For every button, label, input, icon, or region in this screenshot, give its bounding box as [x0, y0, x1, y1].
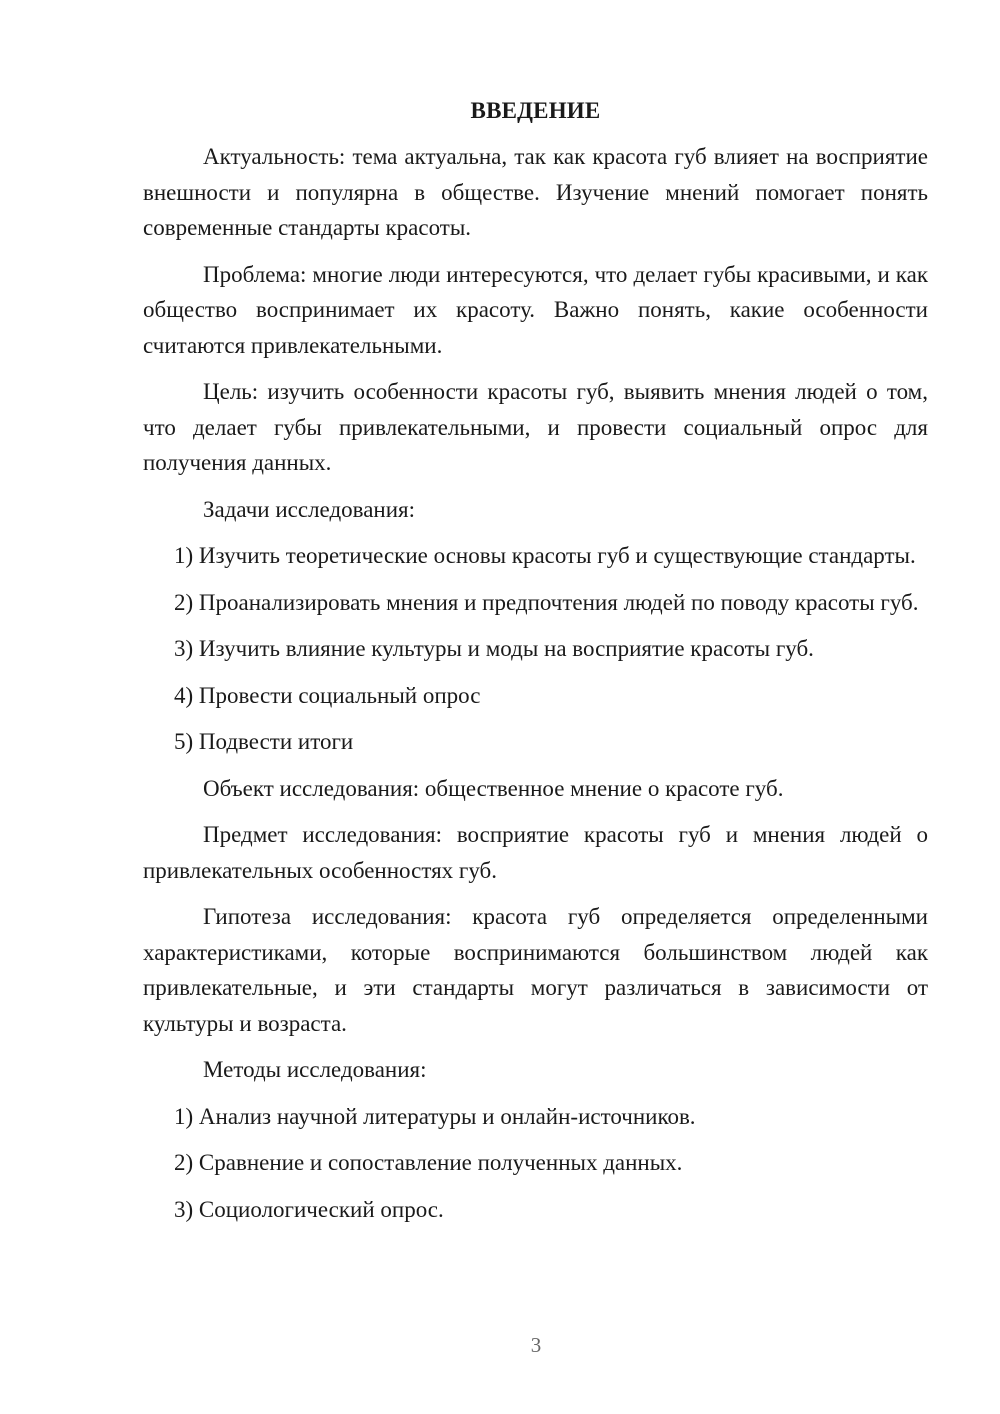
relevance-paragraph: Актуальность: тема актуальна, так как красота губ влияет на восприятие внешности и популярна в обществе. Изучение мнений помогает понять современные стандарты красоты.	[143, 144, 928, 240]
object-paragraph: Объект исследования: общественное мнение о красоте губ.	[203, 775, 784, 801]
task-item-4: 4) Провести социальный опрос	[174, 682, 481, 708]
method-item-3: 3) Социологический опрос.	[174, 1196, 444, 1222]
task-item-5: 5) Подвести итоги	[174, 729, 354, 754]
hypothesis-paragraph: Гипотеза исследования: красота губ определяется определенными характеристиками, которые воспринимаются большинством людей как привлекательные, и эти стандарты могут различаться в зависимости от культуры и возраста.	[143, 904, 928, 1036]
method-item-2: 2) Сравнение и сопоставление полученных данных.	[174, 1150, 683, 1175]
goal-paragraph: Цель: изучить особенности красоты губ, выявить мнения людей о том, что делает губы привлекательными, и провести социальный опрос для получения данных.	[143, 379, 928, 475]
problem-paragraph: Проблема: многие люди интересуются, что делает губы красивыми, и как общество воспринимает их красоту. Важно понять, какие особенности считаются привлекательными.	[143, 261, 928, 358]
subject-paragraph: Предмет исследования: восприятие красоты губ и мнения людей о привлекательных особенностях губ.	[143, 822, 928, 883]
document-page	[143, 93, 928, 1238]
task-item-3: 3) Изучить влияние культуры и моды на восприятие красоты губ.	[174, 636, 814, 661]
task-item-1: 1) Изучить теоретические основы красоты губ и существующие стандарты.	[174, 543, 916, 568]
task-item-2: 2) Проанализировать мнения и предпочтения людей по поводу красоты губ.	[174, 589, 919, 615]
method-item-1: 1) Анализ научной литературы и онлайн-источников.	[174, 1103, 696, 1129]
tasks-title: Задачи исследования:	[203, 496, 416, 522]
methods-title: Методы исследования:	[203, 1057, 427, 1082]
page-number: 3	[530, 1333, 542, 1357]
section-heading: ВВЕДЕНИЕ	[470, 98, 601, 123]
